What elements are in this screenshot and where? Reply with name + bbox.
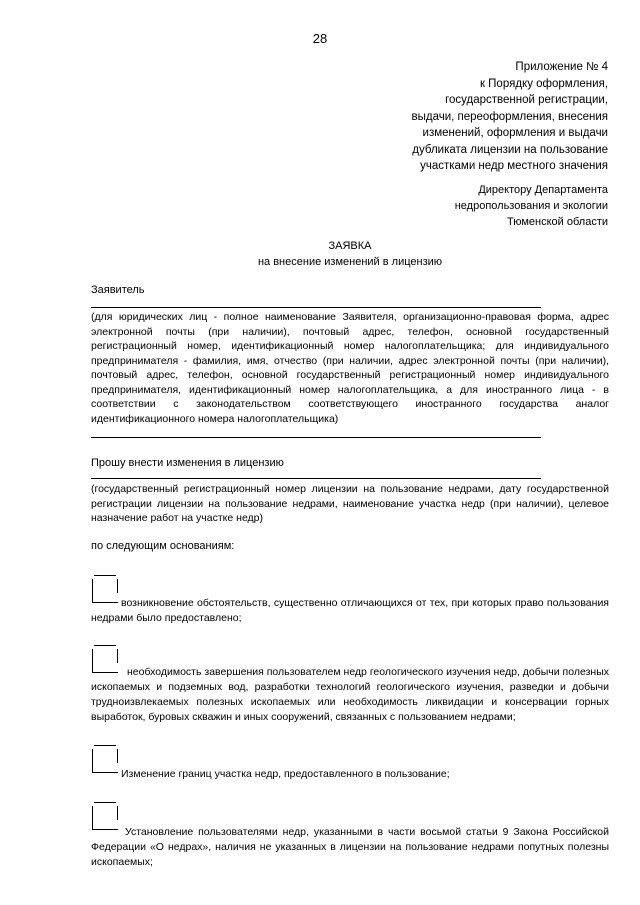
- option-associated-minerals-text: Установление пользователями недр, указанными в части восьмой статьи 9 Закона Российской Федерации «О недрах», наличия не указанных в лицензии на пользование недрами попутных полезны ископаемых;: [91, 826, 609, 868]
- appendix-line: государственной регистрации,: [445, 94, 608, 106]
- addressee-block: [455, 182, 608, 230]
- applicant-input-line[interactable]: [91, 307, 541, 308]
- request-hint: (государственный регистрационный номер лицензии на пользование недрами, дату государственной регистрации лицензии на пользование недрами, наименование участка недр (при наличии), целевое назначение работ на участке недр): [91, 483, 609, 524]
- appendix-line: выдачи, переоформления, внесения: [411, 110, 608, 123]
- addressee-line: Директору Департамента: [478, 184, 608, 196]
- document-subtitle: на внесение изменений в лицензию: [257, 256, 443, 268]
- appendix-line: участками недр местного значения: [420, 160, 608, 172]
- applicant-hint: (для юридических лиц - полное наименование Заявителя, организационно-правовая форма, адрес электронной почты (при наличии), почтовый адрес, телефон, основной государственный регистрационный номер, идентификационный номер налогоплательщика; для индивидуального предпринимателя - фамилия, имя, отчество (при наличии, адрес электронной почты (при наличии), почтовый адрес, телефон, основной государственный регистрационный номер индивидуального предпринимателя, идентификационный номер налогоплательщика, а для иностранного лица - в соответствии с законодательством соответствующего иностранного государства аналог идентификационного номера налогоплательщика): [91, 311, 609, 425]
- applicant-input-line-2[interactable]: [91, 437, 541, 438]
- applicant-label: Заявитель: [91, 284, 145, 296]
- document-heading: [0, 238, 640, 270]
- grounds-label: по следующим основаниям:: [91, 540, 235, 552]
- appendix-line: к Порядку оформления,: [479, 77, 608, 90]
- option-boundaries-text: Изменение границ участка недр, предоставленного в пользование;: [121, 768, 450, 780]
- request-input-line[interactable]: [91, 478, 541, 479]
- addressee-line: Тюменской области: [506, 216, 608, 228]
- addressee-line: недропользования и экологии: [454, 200, 608, 212]
- option-completion-text: необходимость завершения пользователем недр геологического изучения недр, добычи полезных ископаемых и подземных вод, разработки технологий геологического изучения, разведки и добычи трудноизвлекаемых полезных ископаемых или необходимость ликвидации и консервации горных выработок, буровых скважин и иных сооружений, связанных с пользованием недрами;: [91, 666, 609, 723]
- appendix-line: изменений, оформления и выдачи: [422, 127, 608, 139]
- request-label: Прошу внести изменения в лицензию: [91, 457, 284, 469]
- appendix-block: [411, 59, 608, 175]
- appendix-line: дубликата лицензии на пользование: [412, 143, 608, 156]
- appendix-line: Приложение № 4: [515, 61, 608, 73]
- document-title: ЗАЯВКА: [328, 240, 372, 252]
- page-number: 28: [312, 31, 328, 46]
- option-circumstances-text: возникновение обстоятельств, существенно отличающихся от тех, при которых право пользования недрами было предоставлено;: [91, 597, 609, 624]
